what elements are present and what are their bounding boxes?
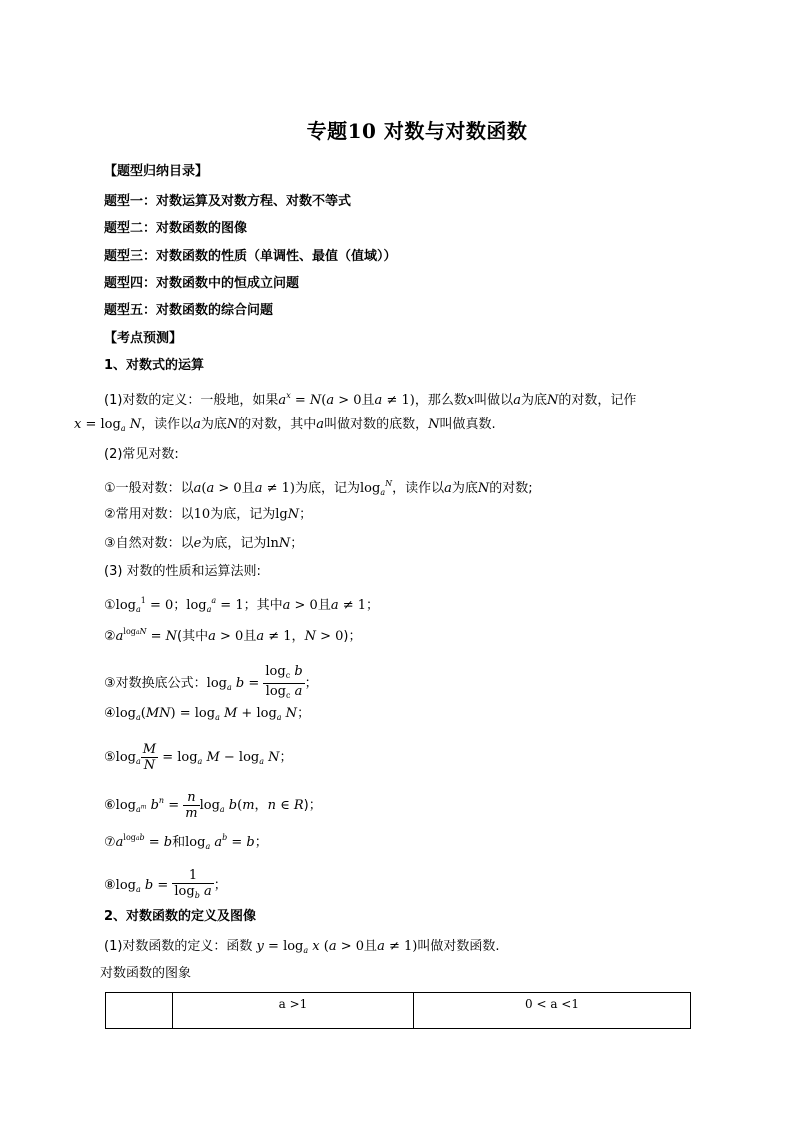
table-row [106,993,691,1029]
log-properties-heading: (3) 对数的性质和运算法则: [104,564,261,579]
property-7: $⑦a^{logab} = b$和$\log_a a^b = b$； [104,833,268,851]
log-function-definition: (1)对数函数的定义：函数 $y = \log_a x$ (a > 0且a ≠ 1)叫做对数函数. [104,939,500,955]
catalog-heading: 【题型归纳目录】 [104,164,209,179]
type-item-4: 题型四：对数函数中的恒成立问题 [104,276,300,291]
log-function-graph-table [105,992,691,1029]
table-header-blank [106,993,173,1029]
section1-heading: 1、对数式的运算 [104,358,205,373]
property-5: $⑤\log_a$ $\frac{M}{N}$ = $\log_a M - \log_a N$； [104,742,293,773]
property-2: $②a^{logaN} = N$(其中a > 0且a ≠ 1，N > 0)； [104,627,362,644]
table-header-a-gt-1: a >1 [173,993,414,1029]
type-item-5: 题型五：对数函数的综合问题 [104,303,274,318]
type-item-1: 题型一：对数运算及对数方程、对数不等式 [104,194,352,209]
forecast-heading: 【考点预测】 [104,331,183,346]
natural-log-line: ③自然对数：以e为底，记为lnN； [104,536,304,551]
general-log-line: ①一般对数：以a(a > 0且a ≠ 1)为底，记为$\log_a^N$，读作以a为底N的对数; [104,479,533,497]
page-title: 专题10 对数与对数函数 [306,119,528,143]
property-4: $④\log_a(MN) = \log_a M + \log_a N$； [104,706,311,722]
log-definition-line2: $x = \log_a N$，读作以a为底N的对数，其中a叫做对数的底数，N叫做真数. [74,417,496,433]
type-item-3: 题型三：对数函数的性质（单调性、最值（值域）） [104,249,397,264]
property-3-change-of-base: ③对数换底公式：$\log_a b$ = $\frac{\log_c b}{\log_c a}$ ； [104,664,318,700]
type-item-2: 题型二：对数函数的图像 [104,221,248,236]
common-log-line: ②常用对数：以10为底，记为lgN； [104,507,313,522]
property-8: $⑧\log_a$ b = $\frac{1}{\log_b a}$ ； [104,868,227,900]
common-logs-heading: (2)常见对数: [104,447,179,462]
section2-heading: 2、对数函数的定义及图像 [104,909,257,924]
property-1: $①\log_a^1 = 0$；$\log_a^a = 1$；其中a > 0且a ≠ 1； [104,596,380,614]
table-header-a-between-0-1: 0 < a <1 [414,993,691,1029]
log-definition-line1: (1)对数的定义：一般地，如果$a^x = N(a > 0$且a ≠ 1)，那么数x叫做以a为底N的对数，记作 [104,391,637,408]
property-6: $⑥\log_{a^m}$ $b^n$ = $\frac{n}{m}$ $\log_a b(m$，n ∈ R)； [104,790,322,821]
graph-label: 对数函数的图象 [100,966,192,981]
